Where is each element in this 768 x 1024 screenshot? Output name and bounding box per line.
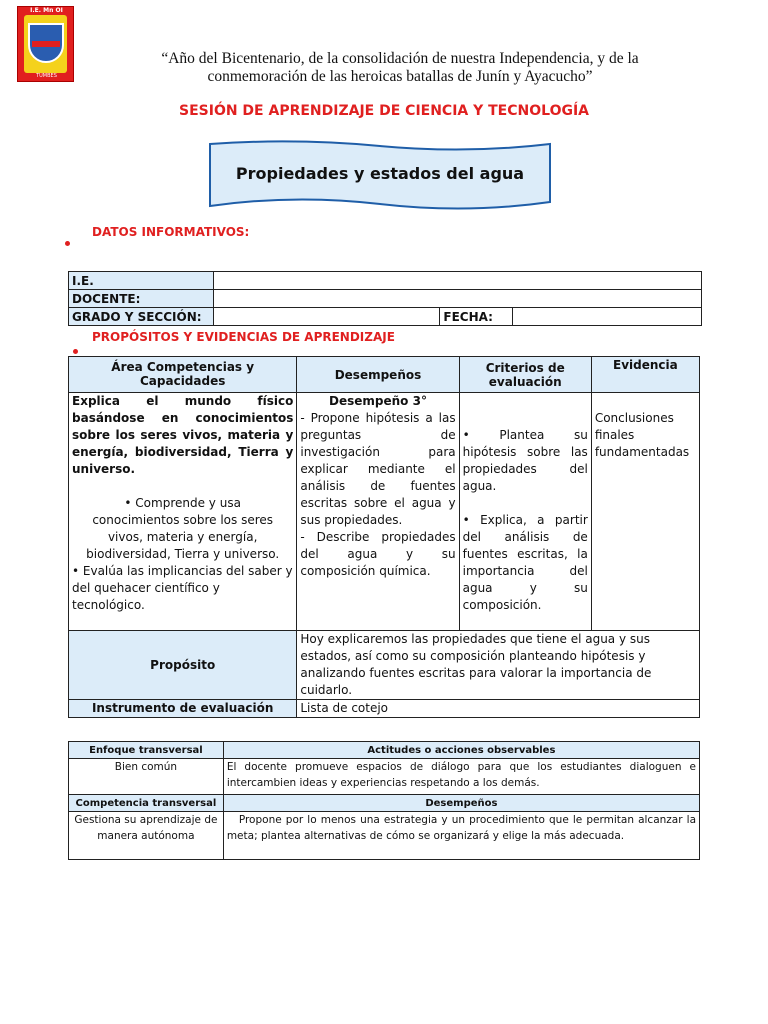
desempeno-2: - Describe propiedades del agua y su composición química.: [300, 530, 456, 578]
header-enfoque: Enfoque transversal: [69, 742, 224, 759]
session-title: SESIÓN DE APRENDIZAJE DE CIENCIA Y TECNOLOGÍA: [179, 103, 589, 119]
info-value-grado[interactable]: [213, 308, 440, 326]
info-value-fecha[interactable]: [513, 308, 702, 326]
purposes-table: [68, 356, 700, 718]
capacity-1: • Comprende y usa conocimientos sobre los seres vivos, materia y energía, biodiversidad, Tierra y universo.: [86, 496, 280, 561]
desempeno-1: - Propone hipótesis a las preguntas de investigación para explicar mediante el análisis de fuentes escritas sobre el agua y sus propiedades.: [300, 411, 456, 527]
logo-top-text: I.E. Mn OI: [30, 7, 63, 14]
evidencia-text: Conclusiones finales fundamentadas: [594, 411, 690, 459]
criterios-cell: [459, 393, 591, 631]
header-actitudes: Actitudes o acciones observables: [223, 742, 699, 759]
logo-bottom-text: TUMBES: [36, 73, 57, 79]
section-propositos: PROPÓSITOS Y EVIDENCIAS DE APRENDIZAJE: [92, 330, 395, 344]
criterio-1: • Plantea su hipótesis sobre las propiedades del agua.: [462, 428, 588, 493]
section-datos-informativos: DATOS INFORMATIVOS:: [92, 225, 250, 239]
instrumento-value: Lista de cotejo: [297, 700, 700, 718]
capacity-2: • Evalúa las implicancias del saber y del quehacer científico y tecnológico.: [72, 564, 293, 612]
info-value-ie[interactable]: [213, 272, 701, 290]
header-evidencia: Evidencia: [591, 357, 699, 393]
competencia-value: Gestiona su aprendizaje de manera autónoma: [69, 812, 224, 860]
enfoque-value: Bien común: [69, 759, 224, 795]
header-desempenos-2: Desempeños: [223, 795, 699, 812]
competence-cell: [69, 393, 297, 631]
topic-banner: [208, 140, 552, 212]
info-label-fecha: FECHA:: [440, 308, 513, 326]
criterio-2: • Explica, a partir del análisis de fuentes escritas, la importancia del agua y su composición.: [462, 513, 588, 612]
motto-line-1: “Año del Bicentenario, de la consolidación de nuestra Independencia, y de la: [161, 50, 639, 67]
school-logo: [17, 6, 74, 82]
logo-stripe: [32, 41, 60, 47]
info-value-docente[interactable]: [213, 290, 701, 308]
header-desempenos: Desempeños: [297, 357, 459, 393]
desempeno-cell: [297, 393, 459, 631]
header-competencia: Competencia transversal: [69, 795, 224, 812]
motto-line-2: conmemoración de las heroicas batallas de Junín y Ayacucho”: [207, 68, 593, 85]
transversal-table: [68, 741, 700, 860]
desempeno-title: Desempeño 3°: [329, 394, 427, 408]
competence-text: Explica el mundo físico basándose en conocimientos sobre los seres vivos, materia y energía, biodiversidad, Tierra y universo.: [72, 394, 294, 476]
proposito-label: Propósito: [69, 631, 297, 700]
banner-title: Propiedades y estados del agua: [235, 164, 525, 183]
year-motto: [100, 50, 700, 86]
info-label-ie: I.E.: [69, 272, 214, 290]
proposito-text: Hoy explicaremos las propiedades que tiene el agua y sus estados, así como su composición planteando hipótesis y analizando fuentes escritas para valorar la importancia de cuidarlo.: [297, 631, 700, 700]
info-label-docente: DOCENTE:: [69, 290, 214, 308]
info-table: [68, 271, 702, 326]
desempeno-value: Propone por lo menos una estrategia y un procedimiento que le permitan alcanzar la meta; plantea alternativas de cómo se organizará y elige la más adecuada.: [223, 812, 699, 860]
instrumento-label: Instrumento de evaluación: [69, 700, 297, 718]
header-area: Área Competencias y Capacidades: [69, 357, 297, 393]
bullet-icon-1: [65, 231, 70, 250]
header-criterios: Criterios de evaluación: [459, 357, 591, 393]
actitud-value: El docente promueve espacios de diálogo para que los estudiantes dialoguen e intercambien ideas y experiencias respetando a los demás.: [223, 759, 699, 795]
info-label-grado: GRADO Y SECCIÓN:: [69, 308, 214, 326]
evidencia-cell: [591, 393, 699, 631]
